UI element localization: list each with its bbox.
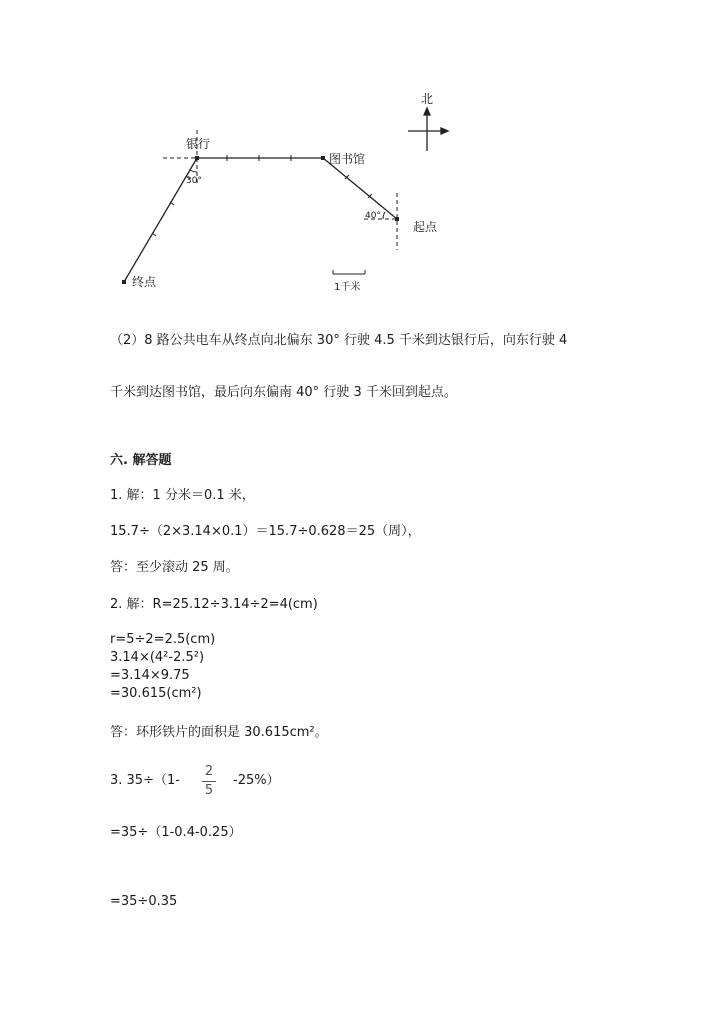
q1-answer: 答：至少滚动 25 周。 xyxy=(110,560,239,575)
route-library-to-start xyxy=(323,158,397,219)
scale-bar xyxy=(333,270,365,274)
q3-suffix: -25%） xyxy=(233,773,280,788)
library-label: 图书馆 xyxy=(329,152,366,166)
end-point xyxy=(122,280,126,284)
scale-label: 1千米 xyxy=(334,282,361,293)
q2-line5: =30.615(cm²) xyxy=(110,686,202,701)
q3-line3: =35÷0.35 xyxy=(110,894,178,909)
q2-line2: r=5÷2=2.5(cm) xyxy=(110,632,216,647)
bank-angle-label: 30° xyxy=(186,176,202,186)
q3-prefix: 3. 35÷（1- xyxy=(110,773,180,788)
compass-icon xyxy=(408,108,448,151)
q1-line1: 1. 解：1 分米＝0.1 米， xyxy=(110,488,255,503)
bank-label: 银行 xyxy=(186,137,211,151)
part2-line1: （2）8 路公共电车从终点向北偏东 30° 行驶 4.5 千米到达银行后，向东行驶 4 xyxy=(110,333,568,348)
q2-line1: 2. 解：R=25.12÷3.14÷2=4(cm) xyxy=(110,597,318,612)
q3-line2: =35÷（1-0.4-0.25） xyxy=(110,825,242,840)
bank-point xyxy=(195,156,199,160)
q3-fraction-denominator: 5 xyxy=(204,783,214,798)
start-angle-label: 40° xyxy=(365,211,381,221)
library-point xyxy=(321,156,325,160)
part2-line2: 千米到达图书馆，最后向东偏南 40° 行驶 3 千米回到起点。 xyxy=(110,385,457,400)
q1-line2: 15.7÷（2×3.14×0.1）＝15.7÷0.628＝25（周）， xyxy=(110,524,421,539)
q3-fraction-numerator: 2 xyxy=(204,764,214,779)
start-point xyxy=(395,217,399,221)
start-label: 起点 xyxy=(413,220,438,234)
section-title: 六. 解答题 xyxy=(110,453,172,468)
north-label: 北 xyxy=(421,92,434,106)
q2-line4: =3.14×9.75 xyxy=(110,668,190,683)
q2-line3: 3.14×(4²-2.5²) xyxy=(110,650,205,665)
q2-answer: 答：环形铁片的面积是 30.615cm²。 xyxy=(110,725,328,740)
q3-fraction-bar xyxy=(202,781,216,782)
end-label: 终点 xyxy=(132,275,157,289)
